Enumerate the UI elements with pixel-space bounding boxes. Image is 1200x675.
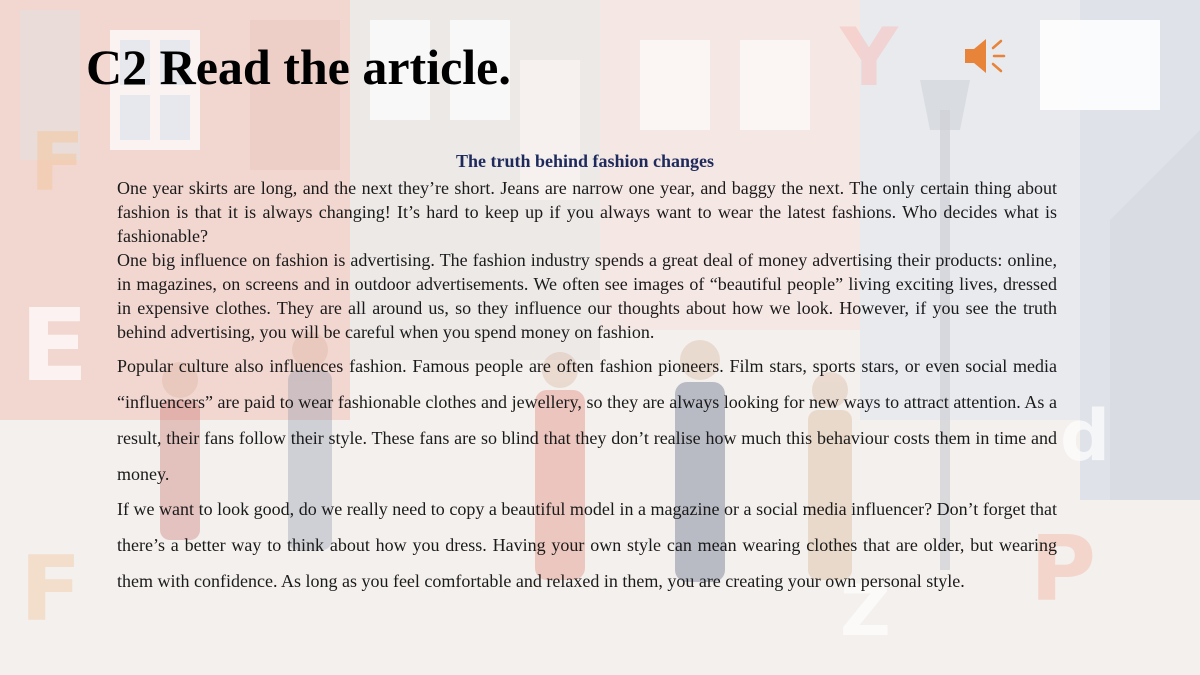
svg-text:d: d: [1060, 395, 1111, 477]
article-paragraph-2: One big influence on fashion is advertising. The fashion industry spends a great deal of money advertising their products: online, in magazines, on screens and in outdoor advertisements. We often see images of “beautiful people” living exciting lives, dressed in expensive clothes. They are all around us, so they influence our thoughts about how we look. However, if you see the truth behind advertising, you will be careful when you spend money on fashion.: [117, 250, 1057, 342]
slide-title: C2 Read the article.: [86, 39, 511, 95]
svg-text:Y: Y: [840, 11, 898, 104]
speaker-icon[interactable]: [962, 34, 1008, 78]
svg-text:Z: Z: [840, 570, 891, 652]
article-heading: The truth behind fashion changes: [455, 151, 715, 171]
svg-text:F: F: [30, 116, 85, 209]
article-paragraph-1: One year skirts are long, and the next they’re short. Jeans are narrow one year, and baggy the next. The only certain thing about fashion is that it is always changing! It’s hard to keep up if you always want to wear the latest fashions. Who decides what is fashionable?: [117, 178, 1057, 246]
article-paragraph-4: If we want to look good, do we really need to copy a beautiful model in a magazine or a social media influencer? Don’t forget that there’s a better way to think about how you dress. Having your own style can mean wearing clothes that are older, but wearing them with confidence. As long as you feel comfortable and relaxed in them, you are creating your own personal style.: [117, 499, 1057, 591]
article-paragraph-3: Popular culture also influences fashion. Famous people are often fashion pioneers. Film stars, sports stars, or even social media “influencers” are paid to wear fashionable clothes and jewellery, so they are always looking for new ways to attract attention. As a result, their fans follow their style. These fans are so blind that they don’t realise how much this behaviour costs them in time and money.: [117, 356, 1057, 484]
svg-text:E: E: [20, 287, 89, 404]
svg-text:P: P: [1030, 517, 1096, 622]
svg-text:F: F: [20, 537, 82, 642]
